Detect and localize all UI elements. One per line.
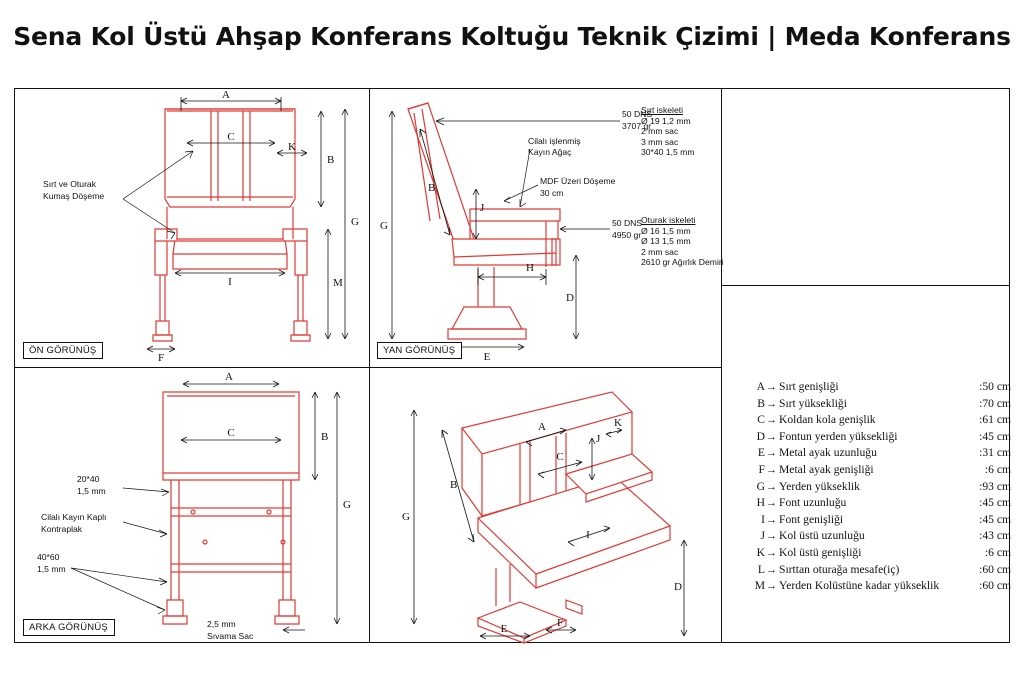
legend-value: :61 cm <box>979 413 1011 427</box>
legend-desc: Fontun yerden yüksekliği <box>779 429 898 443</box>
back-frame-title: Sırt iskeleti <box>641 105 684 115</box>
back-note-profile2-2: 1,5 mm <box>37 564 66 574</box>
legend-arrow-icon: → <box>766 580 777 593</box>
svg-text:B: B <box>450 479 458 491</box>
legend-row <box>751 545 1011 562</box>
back-view-drawing <box>15 368 369 643</box>
legend-value: :60 cm <box>979 562 1011 576</box>
legend-row <box>751 528 1011 545</box>
drawing-sheet <box>14 88 1010 643</box>
legend-desc: Font uzunluğu <box>779 496 847 510</box>
svg-text:F: F <box>556 617 564 629</box>
legend-arrow-icon: → <box>766 480 777 493</box>
svg-text:C: C <box>227 131 235 143</box>
side-note-mdf-1: MDF Üzeri Döşeme <box>540 176 616 186</box>
svg-text:K: K <box>614 417 622 429</box>
legend-arrow-icon: → <box>766 546 777 559</box>
legend-value: :60 cm <box>979 579 1011 593</box>
legend-arrow-icon: → <box>766 447 777 460</box>
back-frame-line-2: 3 mm sac <box>641 136 679 147</box>
legend-row <box>751 429 1011 446</box>
legend-value: :45 cm <box>979 496 1011 510</box>
svg-text:A: A <box>222 89 230 101</box>
svg-text:F: F <box>157 352 165 364</box>
svg-text:M: M <box>333 277 343 289</box>
back-frame-line-1: 2 mm sac <box>641 126 679 136</box>
side-note-seat-weight-2: 4950 gr <box>612 230 642 240</box>
legend-desc: Kol üstü uzunluğu <box>779 529 865 543</box>
legend-key: D <box>756 429 765 443</box>
legend-desc: Sırt yüksekliği <box>779 396 847 410</box>
legend-key: A <box>756 380 765 393</box>
svg-text:B: B <box>321 431 329 443</box>
legend-key: I <box>761 512 765 526</box>
svg-text:B: B <box>428 182 436 194</box>
back-frame-line-3: 30*40 1,5 mm <box>641 147 695 157</box>
back-note-plywood-2: Kontraplak <box>41 524 83 534</box>
seat-frame-line-3: 2610 gr Ağırlık Demiri <box>641 257 724 267</box>
legend-arrow-icon: → <box>766 563 777 576</box>
legend-arrow-icon: → <box>766 513 777 526</box>
seat-frame-line-0: Ø 16 1,5 mm <box>641 225 691 236</box>
seat-frame-line-1: Ø 13 1,5 mm <box>641 236 691 246</box>
legend-desc: Sırttan oturağa mesafe(iç) <box>779 562 900 576</box>
legend-key: J <box>760 529 765 543</box>
back-note-profile2-1: 40*60 <box>37 552 60 562</box>
back-note-profile1-2: 1,5 mm <box>77 486 106 496</box>
svg-text:G: G <box>343 499 351 511</box>
legend-key: L <box>757 562 765 576</box>
legend-row <box>751 495 1011 512</box>
legend-arrow-icon: → <box>766 497 777 510</box>
legend-desc: Koldan kola genişlik <box>779 413 876 427</box>
legend-key: E <box>757 446 765 460</box>
svg-text:I: I <box>228 276 232 288</box>
legend-row <box>751 379 1011 396</box>
svg-text:G: G <box>351 216 359 228</box>
panel-label-side: YAN GÖRÜNÜŞ <box>377 342 462 359</box>
legend-row <box>751 479 1011 496</box>
legend-row <box>751 396 1011 413</box>
legend-value: :31 cm <box>979 446 1011 460</box>
legend-arrow-icon: → <box>766 430 777 443</box>
svg-text:G: G <box>402 511 410 523</box>
legend-row <box>751 512 1011 529</box>
legend-key: K <box>756 545 765 559</box>
back-note-sheet-1: 2,5 mm <box>207 619 236 629</box>
svg-text:B: B <box>327 154 335 166</box>
svg-text:C: C <box>556 451 564 463</box>
svg-text:D: D <box>674 581 682 593</box>
side-note-mdf-2: 30 cm <box>540 188 564 198</box>
legend-value: :45 cm <box>979 512 1011 526</box>
svg-text:A: A <box>225 371 233 383</box>
front-view-drawing <box>15 89 369 367</box>
back-note-profile1-1: 20*40 <box>77 474 100 484</box>
legend-row <box>751 412 1011 429</box>
svg-text:E: E <box>500 623 508 635</box>
legend-desc: Metal ayak genişliği <box>779 462 874 476</box>
side-note-back-weight-2: 3707 gr <box>622 121 652 131</box>
svg-text:G: G <box>380 220 388 232</box>
legend-desc: Metal ayak uzunluğu <box>779 446 877 460</box>
legend-arrow-icon: → <box>766 414 777 427</box>
panel-label-front: ÖN GÖRÜNÜŞ <box>23 342 103 359</box>
legend-key: M <box>754 579 765 593</box>
page-title: Sena Kol Üstü Ahşap Konferans Koltuğu Teknik Çizimi | Meda Konferans <box>13 22 1011 51</box>
divider-horizontal-right <box>721 285 1009 286</box>
seat-frame-note <box>641 215 724 268</box>
svg-text:J: J <box>480 202 485 214</box>
seat-frame-line-2: 2 mm sac <box>641 246 679 257</box>
front-note-line1: Sırt ve Oturak <box>43 179 97 189</box>
side-note-back-weight-1: 50 DNS <box>622 109 653 119</box>
legend-key: C <box>757 413 765 427</box>
legend-row <box>751 562 1011 579</box>
side-note-cilali-1: Cilalı işlenmiş <box>528 136 581 146</box>
svg-text:I: I <box>586 529 590 541</box>
legend-key: G <box>756 479 765 493</box>
iso-view-drawing <box>370 368 722 643</box>
legend-desc: Font genişliği <box>779 512 844 526</box>
legend-desc: Yerden yükseklik <box>779 479 860 493</box>
svg-text:D: D <box>566 292 574 304</box>
panel-label-back: ARKA GÖRÜNÜŞ <box>23 619 115 636</box>
back-note-plywood-1: Cilalı Kayın Kaplı <box>41 512 107 522</box>
legend-key: B <box>757 396 765 410</box>
legend-value: :6 cm <box>984 462 1011 476</box>
side-note-cilali-2: Kayın Ağaç <box>528 147 572 157</box>
legend-value: :93 cm <box>979 479 1011 493</box>
legend-desc: Sırt genişliği <box>779 380 839 393</box>
legend-arrow-icon: → <box>766 381 777 393</box>
legend-row <box>751 578 1011 595</box>
back-frame-note <box>641 105 695 158</box>
svg-text:C: C <box>227 427 235 439</box>
legend-value: :6 cm <box>984 545 1011 559</box>
back-frame-line-0: Ø 19 1,2 mm <box>641 115 691 126</box>
svg-text:E: E <box>483 351 491 363</box>
back-note-sheet-2: Sıvama Sac <box>207 631 254 641</box>
front-note-line2: Kumaş Döşeme <box>43 191 105 201</box>
legend-arrow-icon: → <box>766 530 777 543</box>
legend-value: :45 cm <box>979 429 1011 443</box>
seat-frame-title: Oturak iskeleti <box>641 215 696 225</box>
svg-text:K: K <box>288 141 296 153</box>
svg-text:A: A <box>538 421 546 433</box>
side-note-seat-weight-1: 50 DNS <box>612 218 643 228</box>
legend-row <box>751 445 1011 462</box>
legend-desc: Yerden Kolüstüne kadar yükseklik <box>779 579 940 593</box>
legend-desc: Kol üstü genişliği <box>779 545 862 559</box>
svg-text:H: H <box>526 262 534 274</box>
legend-key: H <box>756 496 765 510</box>
legend-value: :50 cm <box>979 380 1011 393</box>
legend-row <box>751 462 1011 479</box>
legend-key: F <box>758 462 765 476</box>
legend-value: :43 cm <box>979 529 1011 543</box>
svg-text:J: J <box>596 433 601 445</box>
legend-table <box>751 379 1011 595</box>
legend-arrow-icon: → <box>766 397 777 410</box>
legend-arrow-icon: → <box>766 463 777 476</box>
legend-value: :70 cm <box>979 396 1011 410</box>
